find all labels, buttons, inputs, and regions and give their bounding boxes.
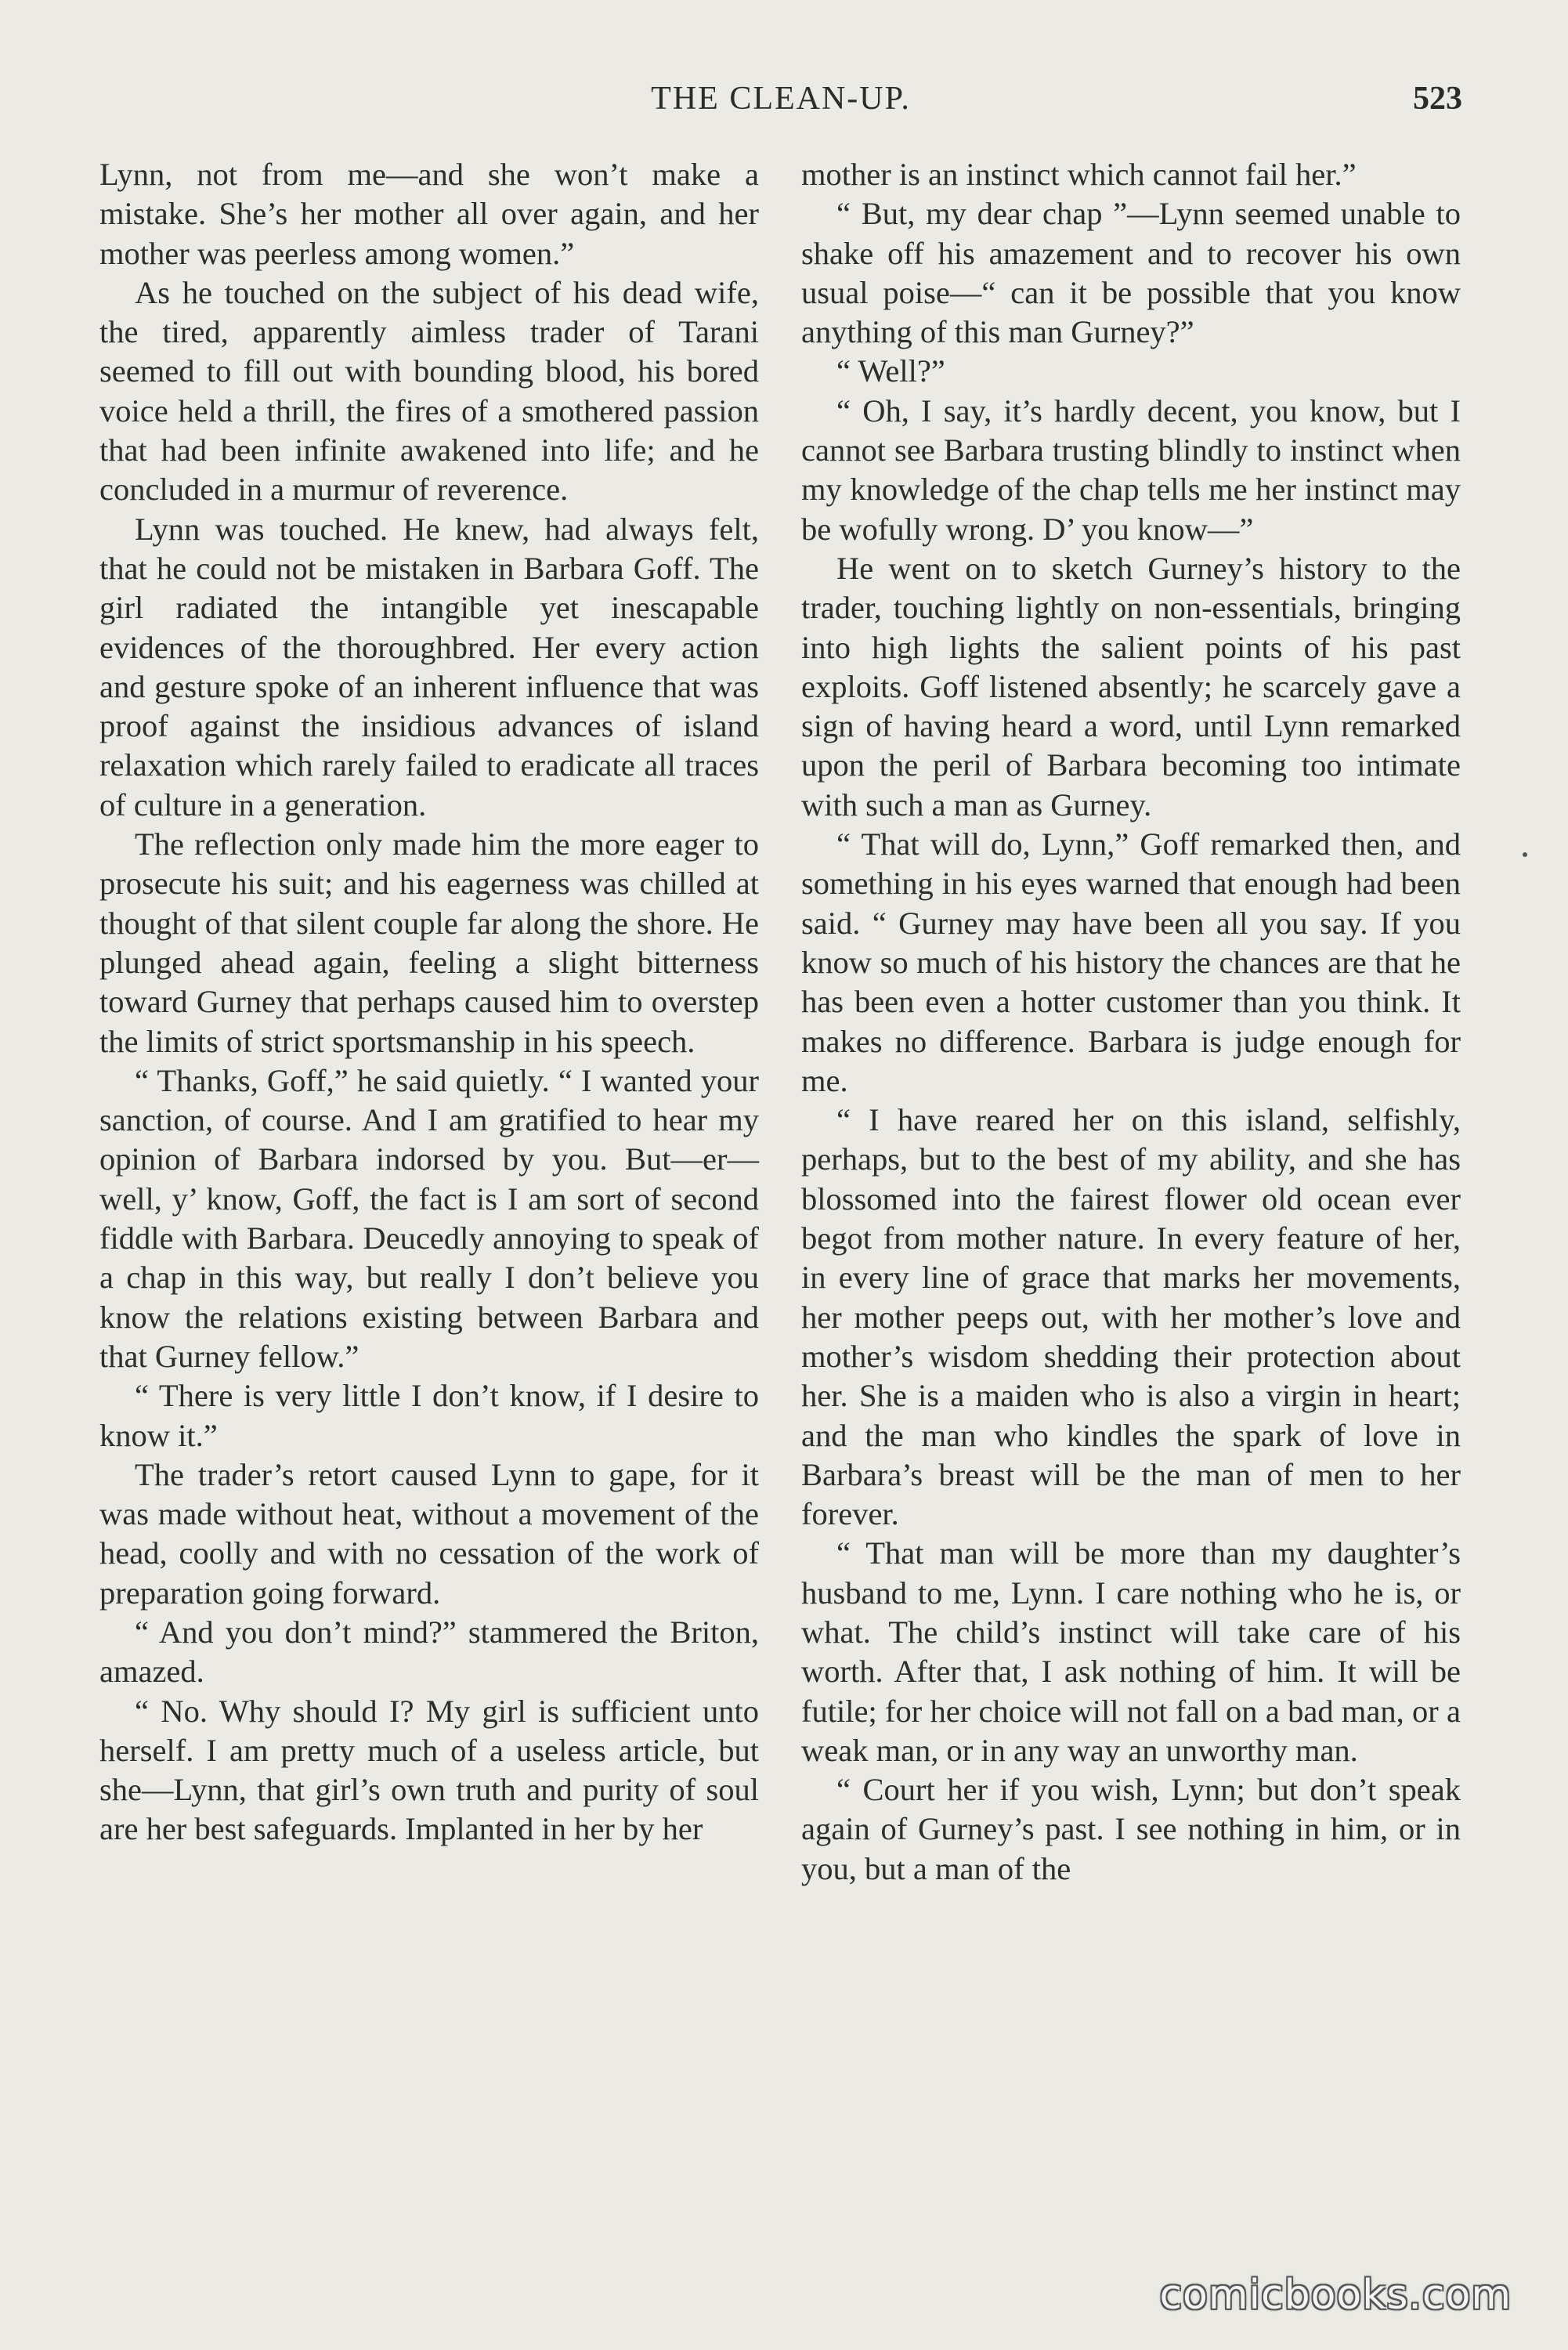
paragraph: “ Court her if you wish, Lynn; but don’t speak again of Gurney’s past. I see nothing in him, or in you, but a man of the	[801, 1772, 1461, 1886]
paragraph: He went on to sketch Gurney’s history to the trader, touching lightly on non-essentials, bringing into high lights the salient points of his past exploits. Goff listened absently; he scarcely gave a sign of having heard a word, until Lynn remarked upon the peril of Barbara becoming too intimate with such a man as Gurney.	[801, 550, 1461, 822]
running-title: THE CLEAN-UP.	[651, 81, 911, 117]
watermark-logo: comicbooks.com	[1159, 2272, 1512, 2319]
paragraph: “ Well?”	[836, 353, 945, 389]
paragraph: The trader’s retort caused Lynn to gape, for it was made without heat, without a movement of the head, coolly and with no cessation of the work of preparation going forward.	[99, 1456, 759, 1611]
left-text-column	[99, 155, 759, 1849]
paragraph: “ No. Why should I? My girl is sufficient unto herself. I am pretty much of a useless article, but she—Lynn, that girl’s own truth and purity of soul are her best safeguards. Implanted in her by her	[99, 1693, 759, 1847]
paragraph: The reflection only made him the more eager to prosecute his suit; and his eagerness was chilled at thought of that silent couple far along the shore. He plunged ahead again, feeling a slight bitterness toward Gurney that perhaps caused him to overstep the limits of strict sportsmanship in his speech.	[99, 826, 759, 1059]
ink-speck	[1523, 852, 1527, 857]
paragraph: “ Oh, I say, it’s hardly decent, you know, but I cannot see Barbara trusting blindly to instinct when my knowledge of the chap tells me her instinct may be wofully wrong. D’ you know—”	[801, 392, 1461, 547]
paragraph: Lynn was touched. He knew, had always felt, that he could not be mistaken in Barbara Goff. The girl radiated the intangible yet inescapable evidences of the thoroughbred. Her every action and gesture spoke of an inherent influence that was proof against the insidious advances of island relaxation which rarely failed to eradicate all traces of culture in a generation.	[99, 511, 759, 822]
page-number: 523	[1413, 81, 1462, 117]
paragraph: “ But, my dear chap ”—Lynn seemed unable to shake off his amazement and to recover his own usual poise—“ can it be possible that you know anything of this man Gurney?”	[801, 196, 1461, 350]
paragraph: Lynn, not from me—and she won’t make a mistake. She’s her mother all over again, and her mother was peerless among women.”	[99, 157, 759, 271]
paragraph: “ There is very little I don’t know, if I desire to know it.”	[99, 1378, 759, 1453]
paragraph: “ That man will be more than my daughter’s husband to me, Lynn. I care nothing who he is, or what. The child’s instinct will take care of his worth. After that, I ask nothing of him. It will be futile; for her choice will not fall on a bad man, or a weak man, or in any way an unworthy man.	[801, 1535, 1461, 1768]
right-text-column	[801, 155, 1461, 1889]
page-header	[99, 80, 1462, 127]
paragraph: As he touched on the subject of his dead wife, the tired, apparently aimless trader of Tarani seemed to fill out with bounding blood, his bored voice held a thrill, the fires of a smothered passion that had been infinite awakened into life; and he concluded in a murmur of reverence.	[99, 274, 759, 508]
paragraph: “ Thanks, Goff,” he said quietly. “ I wanted your sanction, of course. And I am gratified to hear my opinion of Barbara indorsed by you. But—er—well, y’ know, Goff, the fact is I am sort of second fiddle with Barbara. Deucedly annoying to speak of a chap in this way, but really I don’t believe you know the relations existing between Barbara and that Gurney fellow.”	[99, 1062, 759, 1374]
paragraph: “ That will do, Lynn,” Goff remarked then, and something in his eyes warned that enough had been said. “ Gurney may have been all you say. If you know so much of his history the chances are that he has been even a hotter customer than you think. It makes no difference. Barbara is judge enough for me.	[801, 826, 1461, 1098]
paragraph: mother is an instinct which cannot fail her.”	[801, 157, 1357, 192]
paragraph: “ I have reared her on this island, selfishly, perhaps, but to the best of my ability, and she has blossomed into the fairest flower old ocean ever begot from mother nature. In every feature of her, in every line of grace that marks her movements, her mother peeps out, with her mother’s love and mother’s wisdom shedding their protection about her. She is a maiden who is also a virgin in heart; and the man who kindles the spark of love in Barbara’s breast will be the man of men to her forever.	[801, 1102, 1461, 1532]
paragraph: “ And you don’t mind?” stammered the Briton, amazed.	[99, 1614, 759, 1690]
